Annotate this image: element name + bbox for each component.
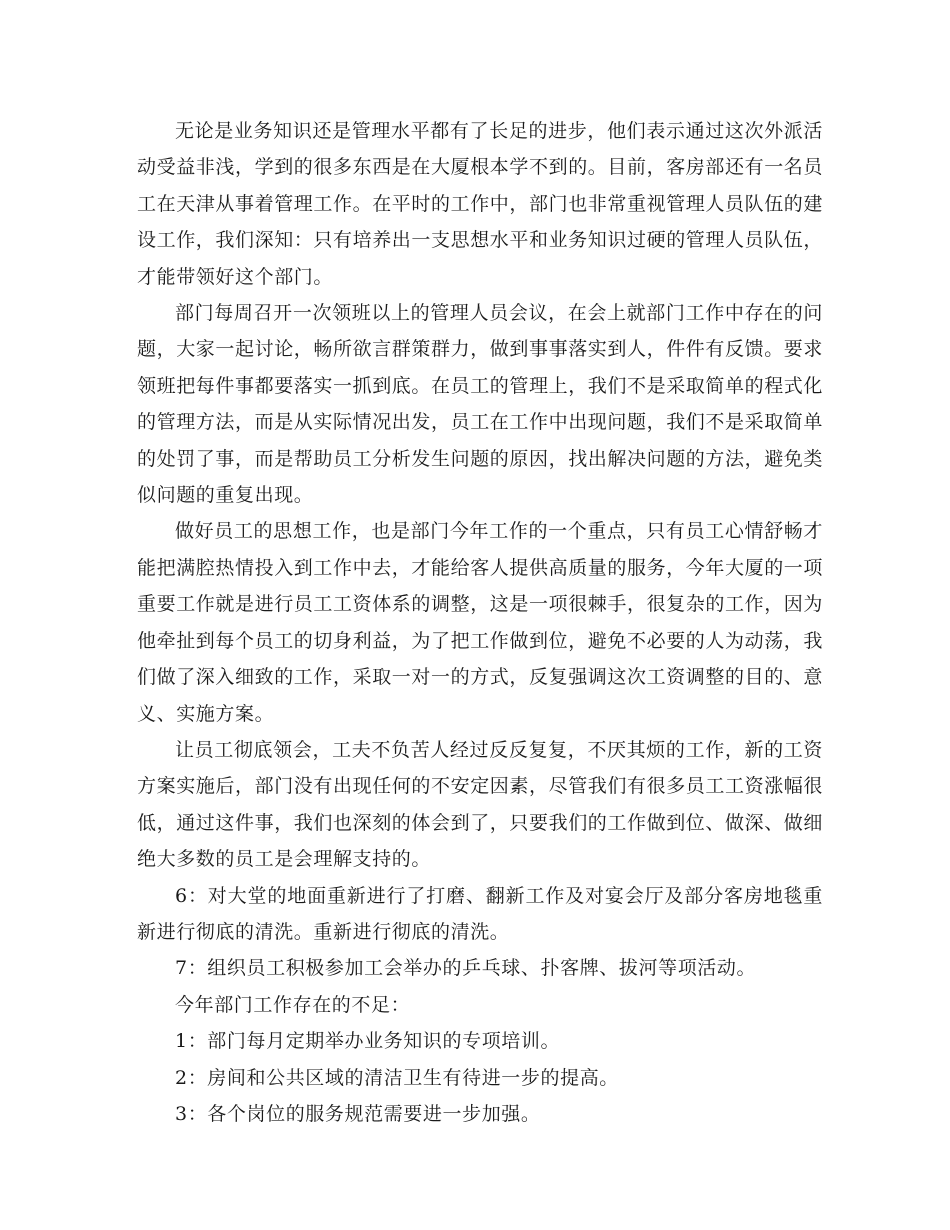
document-body (137, 113, 823, 1132)
paragraph-shortcoming-3: 3：各个岗位的服务规范需要进一步加强。 (175, 1102, 541, 1125)
paragraph-shortcomings-heading: 今年部门工作存在的不足： (175, 993, 411, 1016)
paragraph-item-6: 6：对大堂的地面重新进行了打磨、翻新工作及对宴会厅及部分客房地毯重新进行彻底的清洗。重新进行彻底的清洗。 (137, 884, 823, 943)
paragraph-salary-adjustment: 让员工彻底领会，工夫不负苦人经过反反复复，不厌其烦的工作，新的工资方案实施后，部门没有出现任何的不安定因素，尽管我们有很多员工工资涨幅很低，通过这件事，我们也深刻的体会到了，只要我们的工作做到位、做深、做细绝大多数的员工是会理解支持的。 (137, 738, 824, 871)
paragraph-staff-ideology: 做好员工的思想工作，也是部门今年工作的一个重点，只有员工心情舒畅才能把满腔热情投入到工作中去，才能给客人提供高质量的服务，今年大厦的一项重要工作就是进行员工工资体系的调整，这是一项很棘手，很复杂的工作，因为他牵扯到每个员工的切身利益，为了把工作做到位，避免不必要的人为动荡，我们做了深入细致的工作，采取一对一的方式，反复强调这次工资调整的目的、意义、实施方案。 (137, 520, 824, 725)
paragraph-weekly-meeting: 部门每周召开一次领班以上的管理人员会议，在会上就部门工作中存在的问题，大家一起讨论，畅所欲言群策群力，做到事事落实到人，件件有反馈。要求领班把每件事都要落实一抓到底。在员工的管理上，我们不是采取简单的程式化的管理方法，而是从实际情况出发，员工在工作中出现问题，我们不是采取简单的处罚了事，而是帮助员工分析发生问题的原因，找出解决问题的方法，避免类似问题的重复出现。 (137, 302, 824, 507)
paragraph-training-progress: 无论是业务知识还是管理水平都有了长足的进步，他们表示通过这次外派活动受益非浅，学到的很多东西是在大厦根本学不到的。目前，客房部还有一名员工在天津从事着管理工作。在平时的工作中，部门也非常重视管理人员队伍的建设工作，我们深知：只有培养出一支思想水平和业务知识过硬的管理人员队伍，才能带领好这个部门。 (137, 120, 824, 288)
paragraph-shortcoming-1: 1：部门每月定期举办业务知识的专项培训。 (175, 1030, 561, 1053)
paragraph-item-7: 7：组织员工积极参加工会举办的乒乓球、扑客牌、拔河等项活动。 (175, 957, 757, 980)
paragraph-shortcoming-2: 2：房间和公共区域的清洁卫生有待进一步的提高。 (175, 1066, 619, 1089)
